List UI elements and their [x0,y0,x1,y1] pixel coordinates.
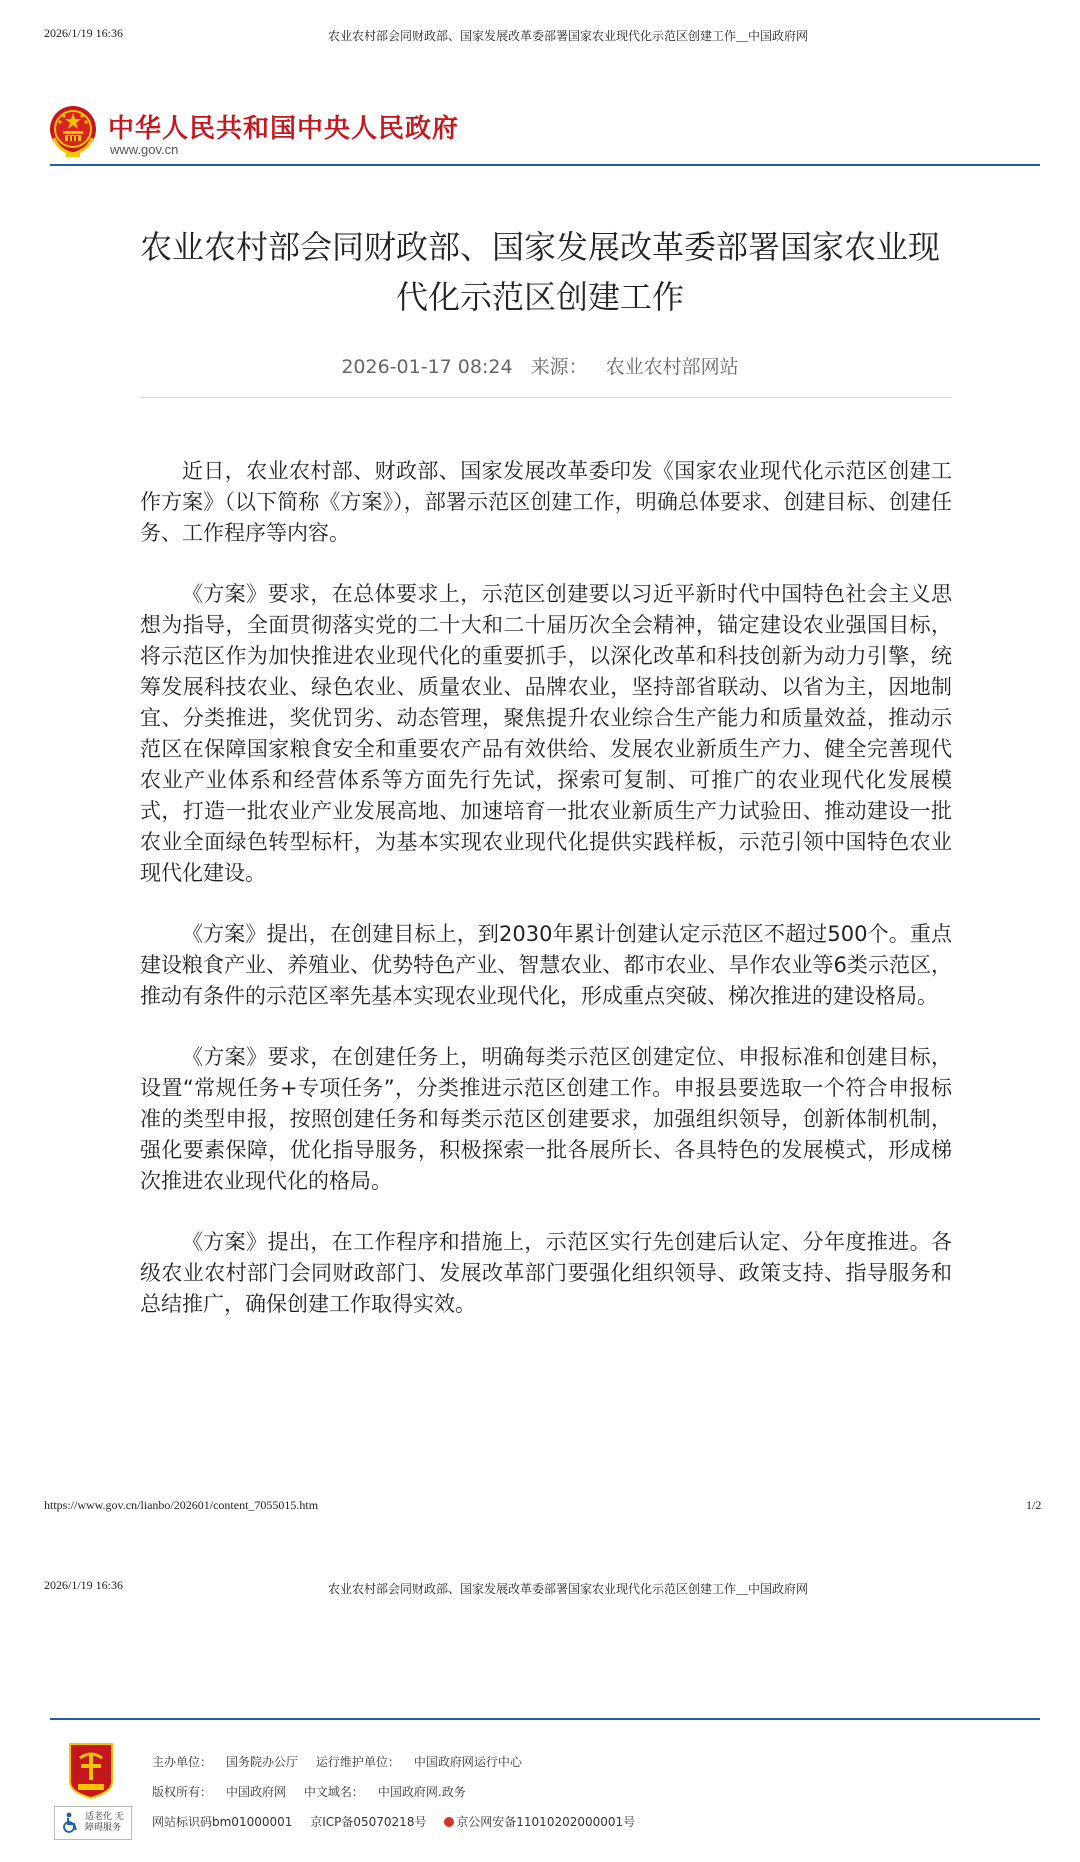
domain-value: 中国政府网.政务 [377,1785,466,1799]
print-url: https://www.gov.cn/lianbo/202601/content_7055015.htm [44,1498,319,1512]
ops-label: 运行维护单位： [315,1755,400,1769]
ops-value: 中国政府网运行中心 [413,1755,522,1769]
police-record-link[interactable] [444,1815,635,1829]
copyright-label: 版权所有： [152,1785,213,1799]
accessibility-badge[interactable] [54,1806,132,1840]
police-record-text: 京公网安备11010202000001号 [456,1815,636,1829]
footer-registration-line [152,1813,649,1830]
article-title: 农业农村部会同财政部、国家发展改革委部署国家农业现代化示范区创建工作 [139,228,940,316]
site-id: 网站标识码bm01000001 [152,1815,293,1829]
icp-link[interactable]: 京ICP备05070218号 [310,1815,427,1829]
print-datetime: 2026/1/19 16:36 [44,1578,124,1592]
national-emblem-icon [48,104,98,158]
footer-copyright-line [152,1783,480,1800]
meta-divider [140,397,952,398]
copyright-value: 中国政府网 [226,1785,287,1799]
footer-host-line [152,1753,536,1770]
site-url: www.gov.cn [110,142,179,157]
print-page-number: 1/2 [1026,1498,1042,1512]
host-value: 国务院办公厅 [226,1755,299,1769]
police-badge-icon [444,1817,454,1827]
source-label: 来源： [530,356,588,378]
source-name: 农业农村部网站 [605,356,739,378]
site-brand[interactable] [48,104,488,160]
article-paragraph: 《方案》提出，在创建目标上，到2030年累计创建认定示范区不超过500个。重点建设粮食产业、养殖业、优势特色产业、智慧农业、都市农业、旱作农业等6类示范区，推动有条件的示范区率先基本实现农业现代化，形成重点突破、梯次推进的建设格局。 [140,922,952,1008]
print-doc-title: 农业农村部会同财政部、国家发展改革委部署国家农业现代化示范区创建工作__中国政府网 [328,29,809,43]
article-paragraph: 《方案》要求，在创建任务上，明确每类示范区创建定位、申报标准和创建目标，设置“常规任务+专项任务”，分类推进示范区创建工作。申报县要选取一个符合申报标准的类型申报，按照创建任务和每类示范区创建要求，加强组织领导，创新体制机制，强化要素保障，优化指导服务，积极探索一批各展所长、各具特色的发展模式，形成梯次推进农业现代化的格局。 [140,1045,952,1193]
host-label: 主办单位： [152,1755,213,1769]
article-paragraph: 《方案》要求，在总体要求上，示范区创建要以习近平新时代中国特色社会主义思想为指导，全面贯彻落实党的二十大和二十届历次全会精神，锚定建设农业强国目标，将示范区作为加快推进农业现代化的重要抓手，以深化改革和科技创新为动力引擎，统筹发展科技农业、绿色农业、质量农业、品牌农业，坚持部省联动、以省为主，因地制宜、分类推进，奖优罚劣、动态管理，聚焦提升农业综合生产能力和质量效益，推动示范区在保障国家粮食安全和重要农产品有效供给、发展农业新质生产力、健全完善现代农业产业体系和经营体系等方面先行先试，探索可复制、可推广的农业现代化发展模式，打造一批农业产业发展高地、加速培育一批农业新质生产力试验田、推动建设一批农业全面绿色转型标杆，为基本实现农业现代化提供实践样板，示范引领中国特色农业现代化建设。 [140,582,952,885]
site-name: 中华人民共和国中央人民政府 [108,114,460,144]
print-doc-title: 农业农村部会同财政部、国家发展改革委部署国家农业现代化示范区创建工作__中国政府网 [328,1582,809,1596]
wheelchair-icon [60,1812,82,1834]
domain-label: 中文域名： [303,1785,364,1799]
party-gov-logo-icon[interactable] [66,1742,116,1800]
article-meta [130,352,950,379]
print-datetime: 2026/1/19 16:36 [44,26,124,40]
article-paragraph: 《方案》提出，在工作程序和措施上，示范区实行先创建后认定、分年度推进。各级农业农村部门会同财政部门、发展改革部门要强化组织领导、政策支持、指导服务和总结推广，确保创建工作取得实效。 [140,1230,952,1316]
footer-divider [50,1718,1040,1720]
article-paragraph: 近日，农业农村部、财政部、国家发展改革委印发《国家农业现代化示范区创建工作方案》（以下简称《方案》），部署示范区创建工作，明确总体要求、创建目标、创建任务、工作程序等内容。 [140,459,952,545]
accessibility-label: 适老化 无障碍服务 [85,1812,124,1833]
publish-date: 2026-01-17 08:24 [341,356,513,378]
article-body [140,456,952,1350]
header-divider [50,164,1040,166]
